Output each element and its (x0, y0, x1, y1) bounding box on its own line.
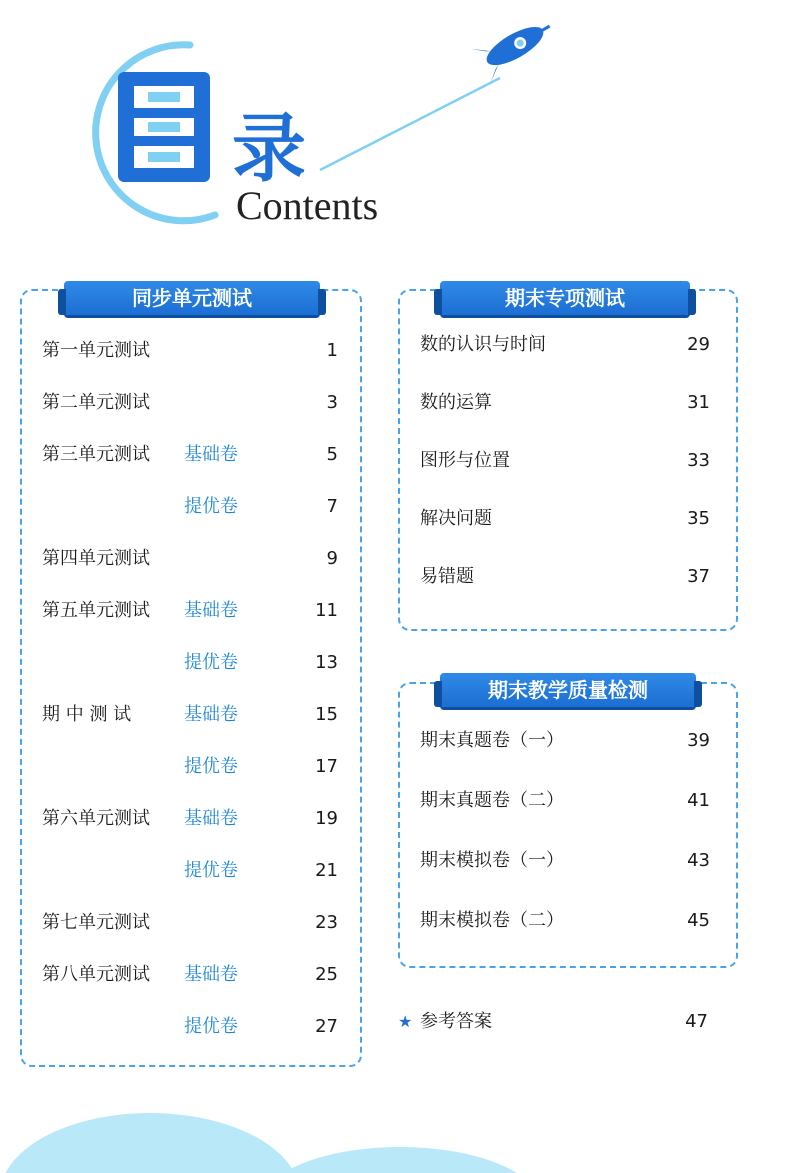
toc-entry[interactable] (42, 337, 342, 365)
toc-entry[interactable] (42, 545, 342, 573)
toc-entry[interactable] (420, 847, 720, 875)
entry-title: 解决问题 (420, 508, 492, 529)
toc-entry[interactable] (42, 805, 342, 833)
entry-page: 47 (685, 1011, 708, 1032)
bottom-decoration (0, 1090, 790, 1173)
entry-page: 13 (315, 652, 338, 673)
panel-heading: 同步单元测试 (64, 281, 320, 315)
toc-entry[interactable] (42, 857, 342, 885)
entry-page: 5 (326, 444, 338, 465)
toc-entry[interactable] (420, 447, 720, 475)
toc-entry[interactable] (42, 909, 342, 937)
toc-entry[interactable] (42, 389, 342, 417)
entry-variant-label: 提优卷 (184, 496, 238, 517)
title-main-char: 录 (232, 106, 306, 192)
entry-page: 15 (315, 704, 338, 725)
entry-page: 35 (687, 508, 710, 529)
entry-title: 期 中 测 试 (42, 704, 132, 725)
entry-page: 9 (326, 548, 338, 569)
title-mu-glyph (118, 72, 210, 182)
entry-page: 11 (315, 600, 338, 621)
title-english: Contents (236, 183, 379, 228)
entry-page: 27 (315, 1016, 338, 1037)
toc-entry[interactable] (42, 649, 342, 677)
toc-entry[interactable] (42, 753, 342, 781)
entry-variant-label: 提优卷 (184, 1016, 238, 1037)
toc-entry[interactable] (42, 493, 342, 521)
entry-variant-label: 基础卷 (184, 600, 238, 621)
toc-entry[interactable] (420, 907, 720, 935)
panel-heading: 期末专项测试 (440, 281, 690, 315)
entry-page: 41 (687, 790, 710, 811)
entry-page: 3 (326, 392, 338, 413)
entry-page: 21 (315, 860, 338, 881)
entry-page: 45 (687, 910, 710, 931)
entry-title: 期末真题卷（一） (420, 730, 564, 751)
entry-variant-label: 提优卷 (184, 652, 238, 673)
entry-variant-label: 基础卷 (184, 964, 238, 985)
toc-entry-answers[interactable] (398, 1008, 718, 1036)
toc-entry[interactable] (42, 701, 342, 729)
entry-title: 第三单元测试 (42, 444, 150, 465)
entry-title: 期末模拟卷（一） (420, 850, 564, 871)
entry-variant-label: 基础卷 (184, 704, 238, 725)
entry-title: 期末真题卷（二） (420, 790, 564, 811)
toc-entry[interactable] (420, 505, 720, 533)
entry-page: 17 (315, 756, 338, 777)
toc-entry[interactable] (42, 961, 342, 989)
entry-title: 第七单元测试 (42, 912, 150, 933)
entry-title: 易错题 (420, 566, 474, 587)
rocket-icon (470, 9, 559, 84)
entry-title: 第二单元测试 (42, 392, 150, 413)
entry-variant-label: 提优卷 (184, 756, 238, 777)
entry-page: 25 (315, 964, 338, 985)
entry-title: 第一单元测试 (42, 340, 150, 361)
entry-page: 43 (687, 850, 710, 871)
toc-entry[interactable] (420, 563, 720, 591)
header-decoration (0, 0, 790, 260)
entry-title: 图形与位置 (420, 450, 510, 471)
entry-page: 39 (687, 730, 710, 751)
entry-title: 第四单元测试 (42, 548, 150, 569)
toc-entry[interactable] (42, 1013, 342, 1041)
entry-title: 期末模拟卷（二） (420, 910, 564, 931)
toc-entry[interactable] (420, 389, 720, 417)
entry-title: 参考答案 (420, 1011, 492, 1032)
entry-page: 1 (326, 340, 338, 361)
entry-page: 31 (687, 392, 710, 413)
entry-title: 数的运算 (420, 392, 492, 413)
entry-page: 19 (315, 808, 338, 829)
toc-entry[interactable] (420, 331, 720, 359)
entry-page: 37 (687, 566, 710, 587)
toc-entry[interactable] (420, 727, 720, 755)
entry-page: 23 (315, 912, 338, 933)
panel-heading: 期末教学质量检测 (440, 673, 696, 707)
entry-title: 第八单元测试 (42, 964, 150, 985)
star-icon: ★ (398, 1012, 413, 1031)
entry-title: 第六单元测试 (42, 808, 150, 829)
entry-variant-label: 提优卷 (184, 860, 238, 881)
entry-variant-label: 基础卷 (184, 444, 238, 465)
toc-entry[interactable] (42, 441, 342, 469)
entry-variant-label: 基础卷 (184, 808, 238, 829)
entry-page: 29 (687, 334, 710, 355)
entry-title: 数的认识与时间 (420, 334, 546, 355)
toc-entry[interactable] (420, 787, 720, 815)
entry-page: 33 (687, 450, 710, 471)
entry-title: 第五单元测试 (42, 600, 150, 621)
toc-entry[interactable] (42, 597, 342, 625)
entry-page: 7 (326, 496, 338, 517)
